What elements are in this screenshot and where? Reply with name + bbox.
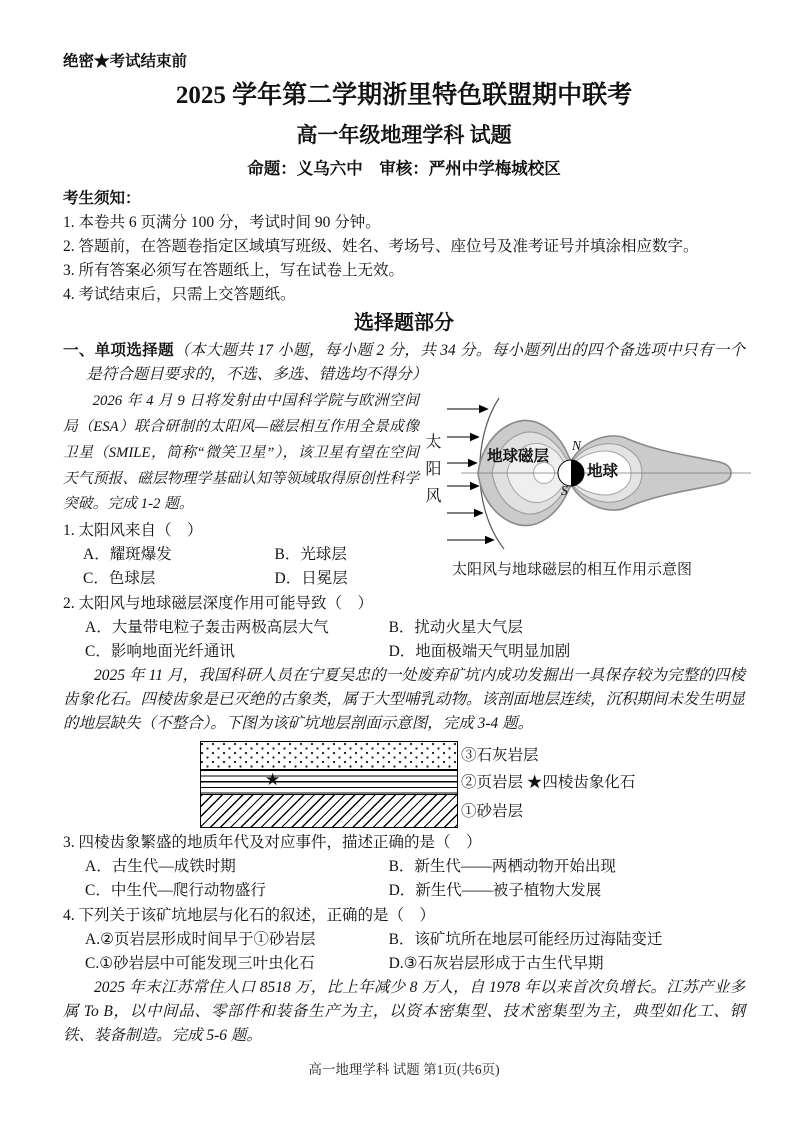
part1-heading	[63, 339, 745, 387]
option-1d: D．日冕层	[274, 570, 348, 588]
strata-box	[200, 741, 458, 828]
strata-labels	[461, 741, 635, 828]
passage-jiangsu: 2025 年末江苏常住人口 8518 万，比上年减少 8 万人，自 1978 年以来首次负增长。江苏产业多属 To B，以中间品、零部件和装备生产为主，以资本密集型、技术密集型为主，典型如化工、钢铁、装备制造。完成 5-6 题。	[63, 979, 745, 1045]
option-3a: A．古生代—成铁时期	[85, 858, 236, 876]
option-2b: B．扰动火星大气层	[388, 619, 523, 637]
question-4-stem: 4. 下列关于该矿坑地层与化石的叙述，正确的是（ ）	[63, 907, 436, 925]
page-subtitle: 高一年级地理学科 试题	[296, 122, 512, 147]
north-pole-label: N	[572, 438, 582, 454]
option-3c: C．中生代—爬行动物盛行	[85, 882, 266, 900]
notice-item-4: 4. 考试结束后，只需上交答题纸。	[63, 286, 296, 304]
limestone-layer	[201, 742, 457, 769]
strata-figure	[200, 741, 745, 828]
notice-item-2: 2. 答题前，在答题卷指定区域填写班级、姓名、考场号、座位号及准考证号并填涂相应数字。	[63, 238, 699, 256]
passage-fossil: 2025 年 11 月，我国科研人员在宁夏吴忠的一处废弃矿坑内成功发掘出一具保存较为完整的四棱齿象化石。四棱齿象是已灭绝的古象类，属于大型哺乳动物。该剖面地层连续，沉积期间未发生明显的地层缺失（不整合）。下图为该矿坑地层剖面示意图，完成 3-4 题。	[63, 667, 746, 733]
option-1b: B．光球层	[274, 546, 347, 564]
option-4b: B．该矿坑所在地层可能经历过海陆变迁	[388, 931, 663, 949]
intro-figure-row	[63, 389, 745, 591]
question-3-stem: 3. 四棱齿象繁盛的地质年代及对应事件，描述正确的是（ ）	[63, 834, 482, 852]
question-2-stem: 2. 太阳风与地球磁层深度作用可能导致（ ）	[63, 595, 374, 613]
magnetosphere-drawing	[421, 393, 751, 553]
shale-label: ②页岩层 ★四棱齿象化石	[461, 773, 636, 791]
option-3d: D．新生代——被子植物大发展	[388, 882, 602, 900]
part1-heading-lead: 一、单项选择题	[63, 342, 174, 360]
option-1c: C．色球层	[83, 570, 156, 588]
question-2-options	[63, 616, 745, 664]
notice-item-1: 1. 本卷共 6 页满分 100 分，考试时间 90 分钟。	[63, 214, 381, 232]
earth-label: 地球	[587, 463, 619, 481]
byline: 命题：义乌六中 审核：严州中学梅城校区	[247, 158, 561, 178]
question-1-stem: 1. 太阳风来自（ ）	[63, 522, 203, 540]
intro-column	[63, 389, 419, 591]
sandstone-label: ①砂岩层	[461, 802, 524, 820]
magnetosphere-label: 地球磁层	[487, 448, 550, 466]
sandstone-layer	[201, 794, 457, 827]
passage-smile: 2026 年 4 月 9 日将发射由中国科学院与欧洲空间局（ESA）联合研制的太阳风—磁层相互作用全景成像卫星（SMILE，简称“微笑卫星”），该卫星有望在空间天气预报、磁层物理学基础认知等领域取得原创性科学突破。完成 1-2 题。	[63, 393, 419, 513]
question-4-options	[63, 928, 745, 976]
south-pole-label: S	[561, 483, 568, 499]
notice-heading: 考生须知：	[63, 190, 141, 208]
page-title: 2025 学年第二学期浙里特色联盟期中联考	[175, 82, 633, 110]
fossil-star-icon: ★	[265, 770, 281, 790]
solar-wind-label: 太阳风	[423, 433, 440, 515]
option-4a: A.②页岩层形成时间早于①砂岩层	[85, 931, 316, 949]
option-2d: D．地面极端天气明显加剧	[388, 643, 571, 661]
option-4d: D.③石灰岩层形成于古生代早期	[388, 955, 604, 973]
figure-column	[419, 389, 751, 591]
limestone-label: ③石灰岩层	[461, 746, 539, 764]
option-1a: A．耀斑爆发	[83, 546, 172, 564]
notice-item-3: 3. 所有答案必须写在答题纸上，写在试卷上无效。	[63, 262, 405, 280]
part1-heading-rest: （本大题共 17 小题，每小题 2 分，共 34 分。每小题列出的四个备选项中只有一个是符合题目要求的，不选、多选、错选均不得分）	[86, 342, 745, 384]
page-footer: 高一地理学科 试题 第1页(共6页)	[308, 1062, 500, 1078]
shale-layer	[201, 769, 457, 794]
question-3-options	[63, 855, 745, 903]
question-1-options	[63, 543, 419, 591]
magnetosphere-figure	[421, 393, 751, 553]
option-2a: A．大量带电粒子轰击两极高层大气	[85, 619, 329, 637]
option-4c: C.①砂岩层中可能发现三叶虫化石	[85, 955, 315, 973]
secrecy-banner: 绝密★考试结束前	[63, 53, 188, 70]
option-3b: B．新生代——两栖动物开始出现	[388, 858, 616, 876]
option-2c: C．影响地面光纤通讯	[85, 643, 235, 661]
magnetosphere-caption: 太阳风与地球磁层的相互作用示意图	[451, 562, 692, 579]
section-heading: 选择题部分	[354, 312, 454, 335]
